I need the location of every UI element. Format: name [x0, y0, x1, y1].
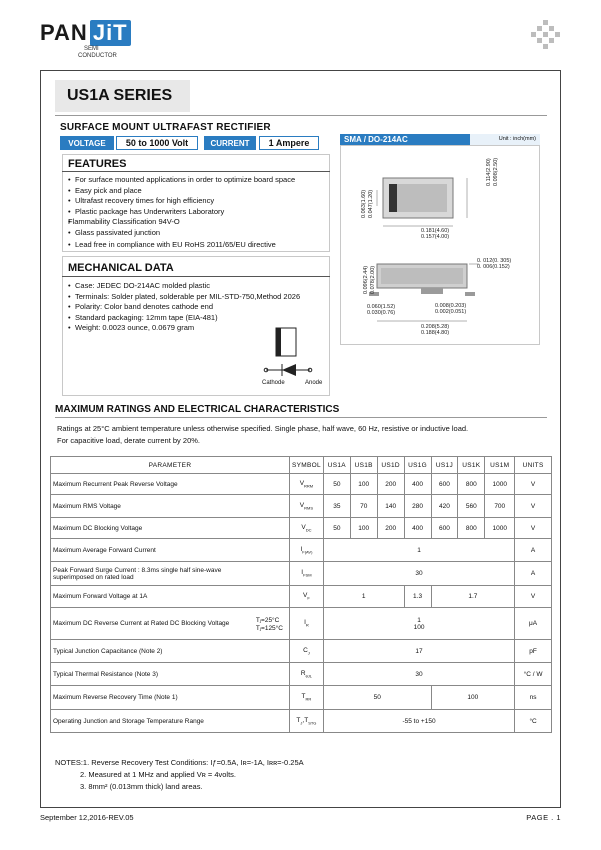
unit-cell: V [515, 518, 552, 539]
column-header: PARAMETER [51, 457, 290, 474]
symbol-cell: $I_{FSM}$ [289, 562, 323, 586]
table-row [51, 474, 552, 495]
symbol-cell: $V_{DC}$ [289, 518, 323, 539]
symbol-cell: $V_F$ [289, 586, 323, 608]
dim-label: 0.078(2.00) [370, 265, 376, 294]
symbol-cell: $C_J$ [289, 640, 323, 663]
list-item: • Ultrafast recovery times for high efficiency [68, 196, 328, 207]
company-logo [40, 20, 131, 60]
list-item: • Flammability Classification 94V-O [68, 217, 328, 228]
unit-cell: A [515, 562, 552, 586]
list-item: • Lead free in compliance with EU RoHS 2011/65/EU directive [68, 240, 328, 251]
table-row [51, 495, 552, 518]
symbol-cell: $R_{\theta JL}$ [289, 663, 323, 686]
symbol-cell: $V_{RMS}$ [289, 495, 323, 518]
subtitle: SURFACE MOUNT ULTRAFAST RECTIFIER [60, 122, 271, 133]
list-item: • Terminals: Solder plated, solderable per MIL-STD-750,Method 2026 [68, 292, 330, 303]
column-header: SYMBOL [289, 457, 323, 474]
title-divider [55, 115, 547, 116]
list-item: • Glass passivated junction [68, 228, 328, 239]
value-cell: 600 [431, 518, 458, 539]
unit-cell: pF [515, 640, 552, 663]
value-cell: 1 [323, 586, 404, 608]
package-outline-icon [341, 146, 541, 346]
brand-jit: JiT [90, 20, 131, 46]
decorative-squares-icon [531, 20, 561, 50]
table-row [51, 608, 552, 640]
dim-label: 0.047(1.20) [368, 189, 374, 218]
dim-label: 0. 006(0.152) [477, 264, 510, 270]
page-title: US1A SERIES [67, 87, 173, 104]
diode-symbol-icon [262, 326, 332, 388]
value-cell: 35 [323, 495, 350, 518]
brand-prefix: PAN [40, 20, 88, 45]
unit-cell: V [515, 495, 552, 518]
features-heading: FEATURES [68, 158, 127, 170]
param-cell: Maximum DC Blocking Voltage [51, 518, 290, 539]
dim-label: 0.157(4.00) [421, 234, 450, 240]
ratings-note-1: Ratings at 25°C ambient temperature unless otherwise specified. Single phase, half wave, 60 Hz, resistive or inductive load. [57, 424, 469, 433]
list-item: • Weight: 0.0023 ounce, 0.0679 gram [68, 323, 330, 334]
dim-label: 0.030(0.76) [367, 310, 396, 316]
table-header-row [51, 457, 552, 474]
table-row [51, 518, 552, 539]
dim-label: 0.063(1.60) [361, 189, 367, 218]
param-cell: Peak Forward Surge Current : 8.3ms single half sine-wave superimposed on rated load [51, 562, 290, 586]
note-2: 2. Measured at 1 MHz and applied Vʀ = 4volts. [80, 770, 237, 779]
ratings-heading: MAXIMUM RATINGS AND ELECTRICAL CHARACTERISTICS [55, 404, 340, 415]
voltage-value: 50 to 1000 Volt [116, 136, 198, 150]
column-header: US1K [458, 457, 485, 474]
dim-label: 0.096(2.44) [363, 265, 369, 294]
symbol-cell: $I_{F(AV)}$ [289, 539, 323, 562]
param-cell: Maximum Forward Voltage at 1A [51, 586, 290, 608]
symbol-cell: $I_R$ [289, 608, 323, 640]
list-item: • For surface mounted applications in order to optimize board space [68, 175, 328, 186]
spec-table [50, 456, 552, 733]
value-cell: 50 [323, 686, 431, 710]
unit-cell: V [515, 586, 552, 608]
unit-cell: V [515, 474, 552, 495]
column-header: US1J [431, 457, 458, 474]
notes [55, 757, 304, 793]
column-header: US1G [404, 457, 431, 474]
param-cell: Maximum Recurrent Peak Reverse Voltage [51, 474, 290, 495]
param-cell: Maximum RMS Voltage [51, 495, 290, 518]
param-cell: Maximum Reverse Recovery Time (Note 1) [51, 686, 290, 710]
value-cell: 1000 [485, 518, 515, 539]
dim-label: 0.181(4.60) [421, 228, 450, 234]
param-cell: Typical Thermal Resistance (Note 3) [51, 663, 290, 686]
table-row [51, 663, 552, 686]
table-row [51, 686, 552, 710]
package-drawing [340, 145, 540, 345]
list-item: • Easy pick and place [68, 186, 328, 197]
dim-label: 0.208(5.28) [421, 324, 450, 330]
value-cell: 600 [431, 474, 458, 495]
value-cell: 100 [431, 686, 515, 710]
unit-cell: °C / W [515, 663, 552, 686]
symbol-cell: $V_{RRM}$ [289, 474, 323, 495]
list-item: • Plastic package has Underwriters Laboratory [68, 207, 328, 218]
value-cell: 17 [323, 640, 514, 663]
dim-label: 0.114(2.90) [486, 158, 492, 186]
symbol-cell: $T_{RR}$ [289, 686, 323, 710]
note-3: 3. 8mm² (0.013mm thick) land areas. [80, 782, 203, 791]
table-row [51, 640, 552, 663]
value-cell: 420 [431, 495, 458, 518]
column-header: US1M [485, 457, 515, 474]
unit-cell: A [515, 539, 552, 562]
value-cell: 560 [458, 495, 485, 518]
value-cell: 1000 [485, 474, 515, 495]
voltage-label: VOLTAGE [60, 136, 114, 150]
mechanical-rule [62, 276, 330, 277]
unit-cell: °C [515, 710, 552, 733]
value-cell: 400 [404, 474, 431, 495]
value-cell: 800 [458, 474, 485, 495]
dim-label: 0.008(0.203) [435, 303, 467, 309]
column-header: US1B [350, 457, 377, 474]
footer-page: PAGE . 1 [526, 813, 561, 822]
dim-label: 0. 012(0. 305) [477, 258, 512, 264]
dim-label: 0.060(1.52) [367, 304, 396, 310]
value-cell: 200 [377, 518, 404, 539]
column-header: UNITS [515, 457, 552, 474]
list-item: • Polarity: Color band denotes cathode end [68, 302, 330, 313]
value-cell: 1.3 [404, 586, 431, 608]
list-item: • Standard packaging: 12mm tape (EIA-481) [68, 313, 330, 324]
table-row [51, 710, 552, 733]
dim-label: 0.188(4.80) [421, 330, 450, 336]
dim-label: 0.098(2.50) [493, 157, 499, 186]
value-cell: 400 [404, 518, 431, 539]
package-unit: Unit : inch(mm) [498, 136, 536, 142]
note-1: NOTES:1. Reverse Recovery Test Conditions: Iƒ=0.5A, Iʀ=-1A, Iʀʀ=-0.25A [55, 758, 304, 767]
value-cell: 280 [404, 495, 431, 518]
value-cell: 70 [350, 495, 377, 518]
column-header: US1A [323, 457, 350, 474]
anode-label: Anode [305, 380, 323, 386]
unit-cell: μA [515, 608, 552, 640]
param-cell: Maximum Average Forward Current [51, 539, 290, 562]
value-cell: -55 to +150 [323, 710, 514, 733]
ratings-divider [55, 417, 547, 418]
features-rule [62, 171, 330, 172]
value-cell: 700 [485, 495, 515, 518]
current-label: CURRENT [204, 136, 256, 150]
ratings-note-2: For capacitive load, derate current by 20%. [57, 436, 200, 445]
package-header [340, 134, 540, 145]
package-name: SMA / DO-214AC [344, 135, 408, 144]
value-cell: 800 [458, 518, 485, 539]
brand-sub2: CONDUCTOR [78, 53, 117, 59]
value-cell: 50 [323, 518, 350, 539]
features-list [68, 175, 328, 251]
table-row [51, 586, 552, 608]
param-cell: Operating Junction and Storage Temperature Range [51, 710, 290, 733]
value-cell: 140 [377, 495, 404, 518]
column-header: US1D [377, 457, 404, 474]
value-cell: 1 [323, 539, 514, 562]
symbol-cell: $T_J,T_{STG}$ [289, 710, 323, 733]
footer-date: September 12,2016-REV.05 [40, 813, 134, 822]
value-cell: 1 100 [323, 608, 514, 640]
value-cell: 30 [323, 562, 514, 586]
value-cell: 100 [350, 518, 377, 539]
value-cell: 50 [323, 474, 350, 495]
param-cell: Typical Junction Capacitance (Note 2) [51, 640, 290, 663]
value-cell: 30 [323, 663, 514, 686]
value-cell: 100 [350, 474, 377, 495]
table-row [51, 562, 552, 586]
unit-cell: ns [515, 686, 552, 710]
cathode-label: Cathode [262, 380, 285, 386]
list-item: • Case: JEDEC DO-214AC molded plastic [68, 281, 330, 292]
value-cell: 200 [377, 474, 404, 495]
mechanical-heading: MECHANICAL DATA [68, 262, 174, 274]
current-value: 1 Ampere [259, 136, 319, 150]
title-box [55, 80, 190, 112]
table-row [51, 539, 552, 562]
dim-label: 0.002(0.051) [435, 309, 467, 315]
param-cell: Maximum DC Reverse Current at Rated DC Blocking Voltage Tⱼ=25°C Tⱼ=125°C [51, 608, 290, 640]
brand-sub1: SEMI [84, 46, 99, 52]
value-cell: 1.7 [431, 586, 515, 608]
